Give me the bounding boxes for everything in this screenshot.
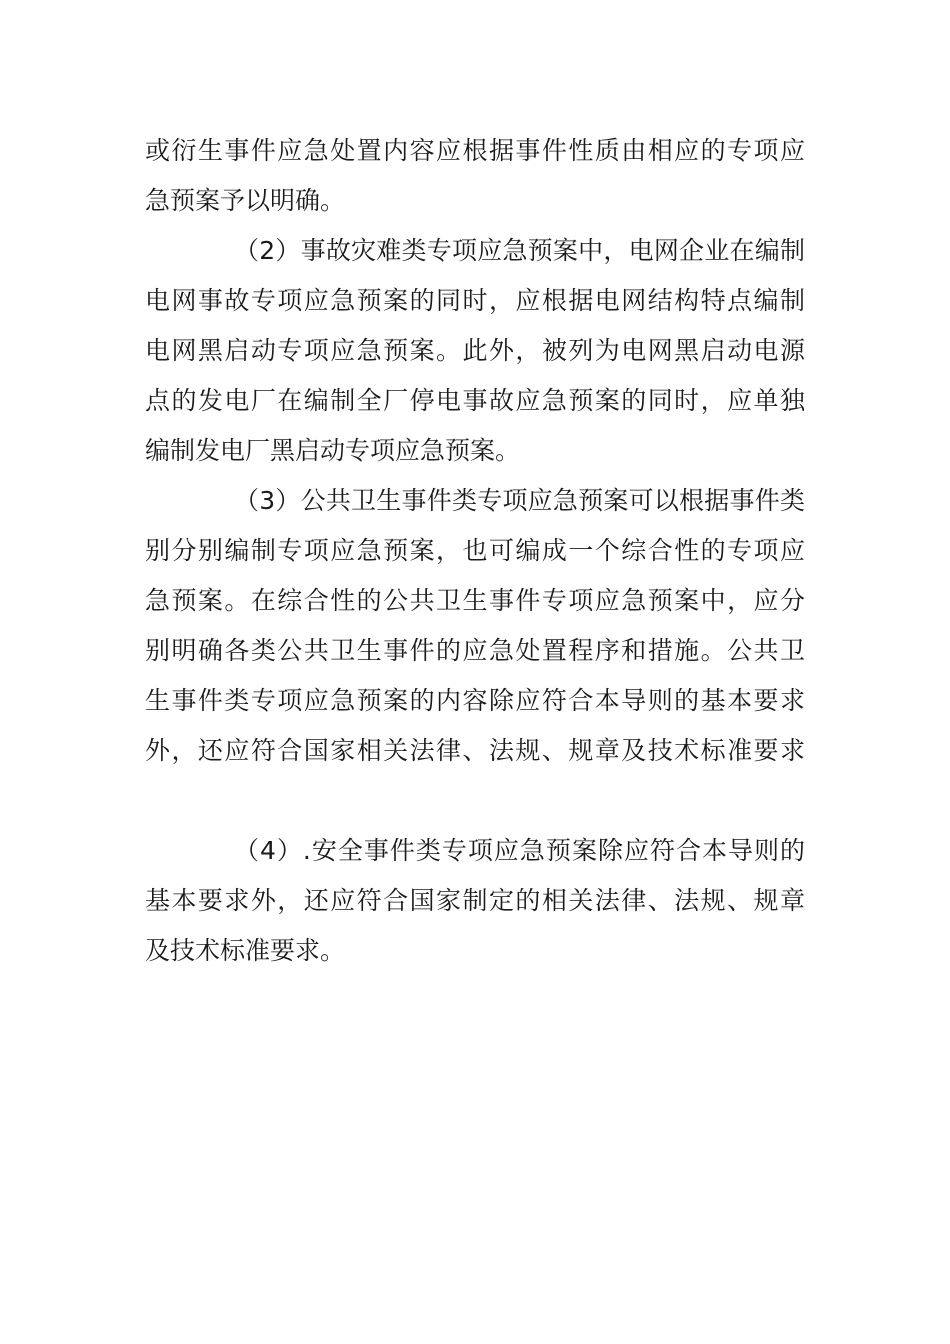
paragraph-2-line-4: 点的发电厂在编制全厂停电事故应急预案的同时，应单独 (145, 386, 805, 415)
paragraph-3-line-3: 急预案。在综合性的公共卫生事件专项应急预案中，应分 (145, 586, 805, 615)
paragraph-2-line-1: （2）事故灾难类专项应急预案中，电网企业在编制 (234, 236, 805, 265)
paragraph-3-line-1: （3）公共卫生事件类专项应急预案可以根据事件类 (234, 486, 805, 515)
paragraph-3-line-5: 生事件类专项应急预案的内容除应符合本导则的基本要求 (145, 686, 805, 715)
paragraph-1-line-1: 或衍生事件应急处置内容应根据事件性质由相应的专项应 (145, 136, 805, 165)
paragraph-2-line-3: 电网黑启动专项应急预案。此外，被列为电网黑启动电源 (145, 336, 805, 365)
paragraph-4-line-2: 基本要求外，还应符合国家制定的相关法律、法规、规章 (145, 886, 805, 915)
paragraph-4-line-1: （4）.安全事件类专项应急预案除应符合本导则的 (234, 836, 805, 865)
paragraph-3-line-2: 别分别编制专项应急预案，也可编成一个综合性的专项应 (145, 536, 805, 565)
paragraph-3-line-4: 别明确各类公共卫生事件的应急处置程序和措施。公共卫 (145, 636, 805, 665)
paragraph-3-line-6: 外，还应符合国家相关法律、法规、规章及技术标准要求 (145, 736, 805, 765)
paragraph-2-line-2: 电网事故专项应急预案的同时，应根据电网结构特点编制 (145, 286, 805, 315)
paragraph-2-line-5: 编制发电厂黑启动专项应急预案。 (145, 436, 521, 465)
paragraph-1-line-2: 急预案予以明确。 (145, 186, 346, 215)
paragraph-4-line-3: 及技术标准要求。 (145, 936, 346, 965)
